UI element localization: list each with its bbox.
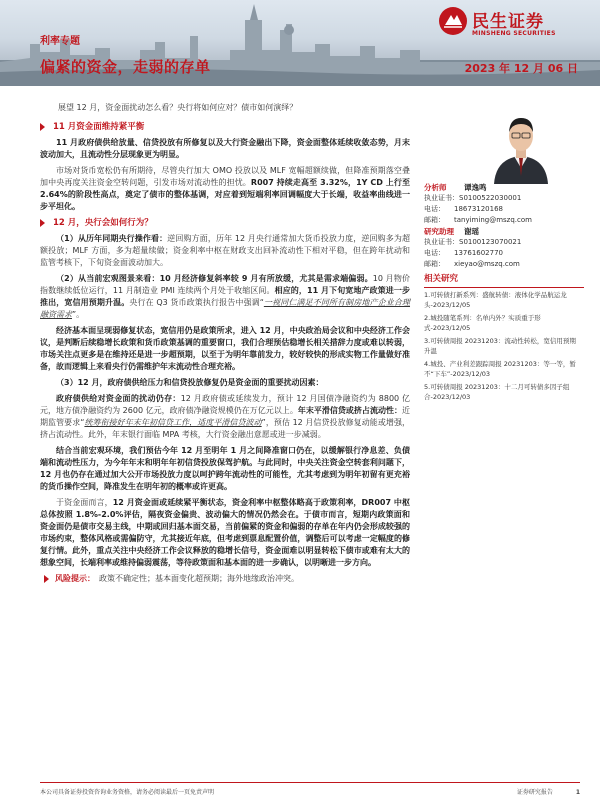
subpoint-2-end: ”。	[72, 310, 85, 319]
analyst-2-cert-row	[424, 237, 584, 248]
logo-mark-icon	[438, 6, 468, 36]
analyst-2-email-label: 邮箱：	[424, 260, 445, 268]
analyst-2-email-row	[424, 259, 584, 270]
subpoint-2-quote: 一视同仁满足不同所有制房地产企业合理融资需求	[40, 298, 411, 319]
logo-name-en: MINSHENG SECURITIES	[472, 30, 556, 37]
analyst-1-cert: S0100522030001	[459, 194, 522, 202]
related-item[interactable]: 5.可转债周报 20231203：十二月可转债多因子组合-2023/12/03	[424, 383, 570, 401]
report-date: 2023 年 12 月 06 日	[464, 62, 578, 75]
section-heading-2-text: 12 月，央行会如何行为？	[53, 218, 153, 228]
footer-right	[517, 787, 580, 796]
analyst-2-cert: S0100123070021	[459, 238, 522, 246]
analyst-1-role: 分析师	[424, 183, 447, 192]
section-heading-1	[40, 121, 410, 133]
analyst-2-phone: 13761602770	[454, 249, 503, 257]
related-item[interactable]: 1.可转债打新系列：盛航转债：液体化学品航运龙头-2023/12/05	[424, 291, 567, 309]
page-footer	[40, 782, 580, 796]
header-banner	[0, 0, 600, 86]
subpoint-2-bold2: 相应的，11 月下旬宽地产政策进一步推出，宽信用预期升温。	[40, 286, 410, 307]
paragraph-3: 经济基本面呈现弱修复状态，宽信用仍是政策所求，进入 12 月，中央政治局会议和中央经济工作会议，是判断后续稳增长政策和货币政策基调的重要窗口，我们合理预估稳增长相关措辞力度或难以转弱，市场关注点更多是在维持还是进一步超预期，以至于为明年靠前发力，较好较快的形成实物工作量做好准备，故而逻辑上来看央行仍需维护年末流动性合理充裕。	[40, 326, 410, 371]
section-heading-2	[40, 217, 410, 229]
analyst-1-email-row	[424, 215, 584, 226]
logo-name: 民生证券	[472, 12, 544, 32]
subpoint-1-text: 逆回购方面，历年 12 月央行通常加大货币投放力度，逆回购多为超额投放；MLF 方面，多为超量续做；资金利率中枢在财政支出回补流动性下相对平稳，但在跨年扰动和监管考核下，下旬资金面波动加大。	[40, 234, 410, 267]
paragraph-4-quote: 统筹衔接好年末年初信贷工作，适度平滑信贷波动	[84, 418, 262, 427]
report-title: 偏紧的资金，走弱的存单	[40, 58, 211, 76]
paragraph-4-text1: 12 月政府债或延续发力，预计 12 月国债净融资约为 8800 亿元，地方债净融资约为 2600 亿元，政府债净融资规模仍在万亿元以上。	[40, 394, 411, 415]
related-research-title: 相关研究	[424, 272, 584, 288]
paragraph-4-end: ”，预估 12 月信贷投放修复动能或增强，挤占流动性。此外，年末银行面临 MPA 考核，大行资金融出意愿或进一步减弱。	[40, 418, 410, 439]
analyst-1-phone-label: 电话：	[424, 205, 445, 213]
page-number: 1	[575, 789, 580, 796]
analyst-photo	[486, 106, 556, 184]
paragraph-4	[40, 393, 410, 441]
section-heading-1-text: 11 月资金面维持紧平衡	[53, 122, 145, 132]
footer-label: 证券研究报告	[516, 789, 553, 796]
risk-warning	[40, 573, 410, 585]
analyst-2-email[interactable]: xieyao@mszq.com	[454, 260, 520, 268]
analyst-2-row	[424, 226, 584, 237]
paragraph-1: 11 月政府债供给放量、信贷投放有所修复以及大行资金融出下降，资金面整体延续收敛态势，月末波动加大，且流动性分层现象更为明显。	[40, 138, 410, 159]
analyst-1-email[interactable]: tanyiming@mszq.com	[454, 216, 532, 224]
bullet-arrow-icon	[44, 575, 49, 583]
analyst-1-cert-label: 执业证书：	[424, 194, 459, 202]
related-item[interactable]: 3.可转债周报 20231203：流动性转松，宽信用预期升温	[424, 337, 576, 355]
paragraph-6-normal: 于资金面而言，	[56, 498, 113, 507]
analyst-2-role: 研究助理	[424, 227, 454, 236]
analyst-2-cert-label: 执业证书：	[424, 238, 459, 246]
analyst-1-phone-row	[424, 204, 584, 215]
paragraph-2-normal: 市场对货币宽松仍有所期待，尽管央行加大 OMO 投放以及 MLF 宽幅超额续做，但降准预期落空叠加中央再度关注资金空转问题，引发市场对流动性的担忧。	[40, 166, 410, 187]
analyst-1-phone: 18673120168	[454, 205, 503, 213]
analyst-1-row	[424, 182, 584, 193]
bullet-arrow-icon	[40, 219, 45, 227]
paragraph-4-bold1: 政府债供给对资金面的扰动仍存：	[56, 394, 181, 403]
report-series: 利率专题	[40, 36, 80, 47]
related-research-list	[424, 290, 580, 405]
main-content	[40, 102, 410, 585]
analyst-1-name: 谭逸鸣	[464, 183, 487, 192]
intro-text: 展望 12 月，资金面扰动怎么看？央行将如何应对？债市如何演绎？	[58, 103, 298, 112]
paragraph-6-bold: 12 月资金面或延续紧平衡状态，资金利率中枢整体略高于政策利率，DR007 中枢总体按照 1.8%-2.0%评估，隔夜资金偏贵、波动偏大的情况仍然会在。于债市而言，短期内政策面和资金面仍是债市交易主线，中期或回归基本面交易，当前偏紧的资金和偏弱的存单在年内仍会形成较强的市场约束，整体风格或需偏防守，尤其接近年底，但考虑到票息配置价值，调整后可以考虑一定幅度的修复行情。此外，重点关注中央经济工作会议释放的稳增长信号，资金面难以明显转松下债市或难有太大的想象空间，长端利率或维持偏弱震荡，等待政策面和基本面的进一步确认，以明晰进一步方向。	[40, 498, 411, 567]
bullet-arrow-icon	[40, 123, 45, 131]
related-item[interactable]: 2.城投随笔系列：名单内外？实质重于形式-2023/12/05	[424, 314, 541, 332]
subpoint-2-text2: 央行在 Q3 货币政策执行报告中强调“	[129, 298, 264, 307]
subpoint-1	[40, 233, 410, 269]
paragraph-4-text2: 近期监管要求“	[40, 406, 410, 427]
risk-text: 政策不确定性；基本面变化超预期；海外地缘政治冲突。	[99, 574, 299, 583]
paragraph-2	[40, 165, 410, 213]
paragraph-4-bold2: 年末平滑信贷或挤占流动性：	[297, 406, 402, 415]
paragraph-5: 结合当前宏观环境，我们预估今年 12 月至明年 1 月之间降准窗口仍在，以缓解银行净息差、负债端和流动性压力，为今年年末和明年年初信贷投放保驾护航。与此同时，中央关注资金空转套利问题下，12 月也仍存在通过加大公开市场投放力度以呵护跨年流动性的可能性，尤其考虑到为明年初留有更充裕的货币操作空间，降准发生在明年初的概率或许更高。	[40, 446, 410, 491]
analyst-1-cert-row	[424, 193, 584, 204]
paragraph-2-bold: R007 持续走高至 3.32%，1Y CD 上行至 2.64%的阶段性高点，奠定了债市的整体基调，对应着到短端利率回调幅度大于长端，收益率曲线进一步平坦化。	[40, 178, 411, 211]
subpoint-2-bold1: （2）从当前宏观图景来看：10 月经济修复斜率较 9 月有所放缓，尤其是需求端偏弱。	[56, 274, 373, 283]
analyst-info	[424, 182, 584, 270]
risk-label: 风险提示：	[55, 574, 95, 583]
subpoint-1-label: （1）从历年同期央行操作看：	[56, 234, 168, 243]
subpoint-3: （3）12 月，政府债供给压力和信贷投放修复仍是资金面的重要扰动因素：	[56, 378, 324, 387]
subpoint-2	[40, 273, 410, 321]
paragraph-6	[40, 497, 410, 569]
footer-disclaimer: 本公司具备证券投资咨询业务资格，请务必阅读最后一页免责声明	[40, 789, 215, 796]
analyst-2-phone-row	[424, 248, 584, 259]
analyst-2-name: 谢瑶	[464, 227, 479, 236]
analyst-2-phone-label: 电话：	[424, 249, 445, 257]
subpoint-2-text1: 10 月物价指数继续低位运行，11 月制造业 PMI 连续两个月处于收缩区间。	[40, 274, 410, 295]
company-logo	[432, 4, 582, 44]
related-item[interactable]: 4.城投、产业利差跟踪周报 20231203：等一等，暂不“下车”-2023/12/03	[424, 360, 576, 378]
analyst-1-email-label: 邮箱：	[424, 216, 445, 224]
